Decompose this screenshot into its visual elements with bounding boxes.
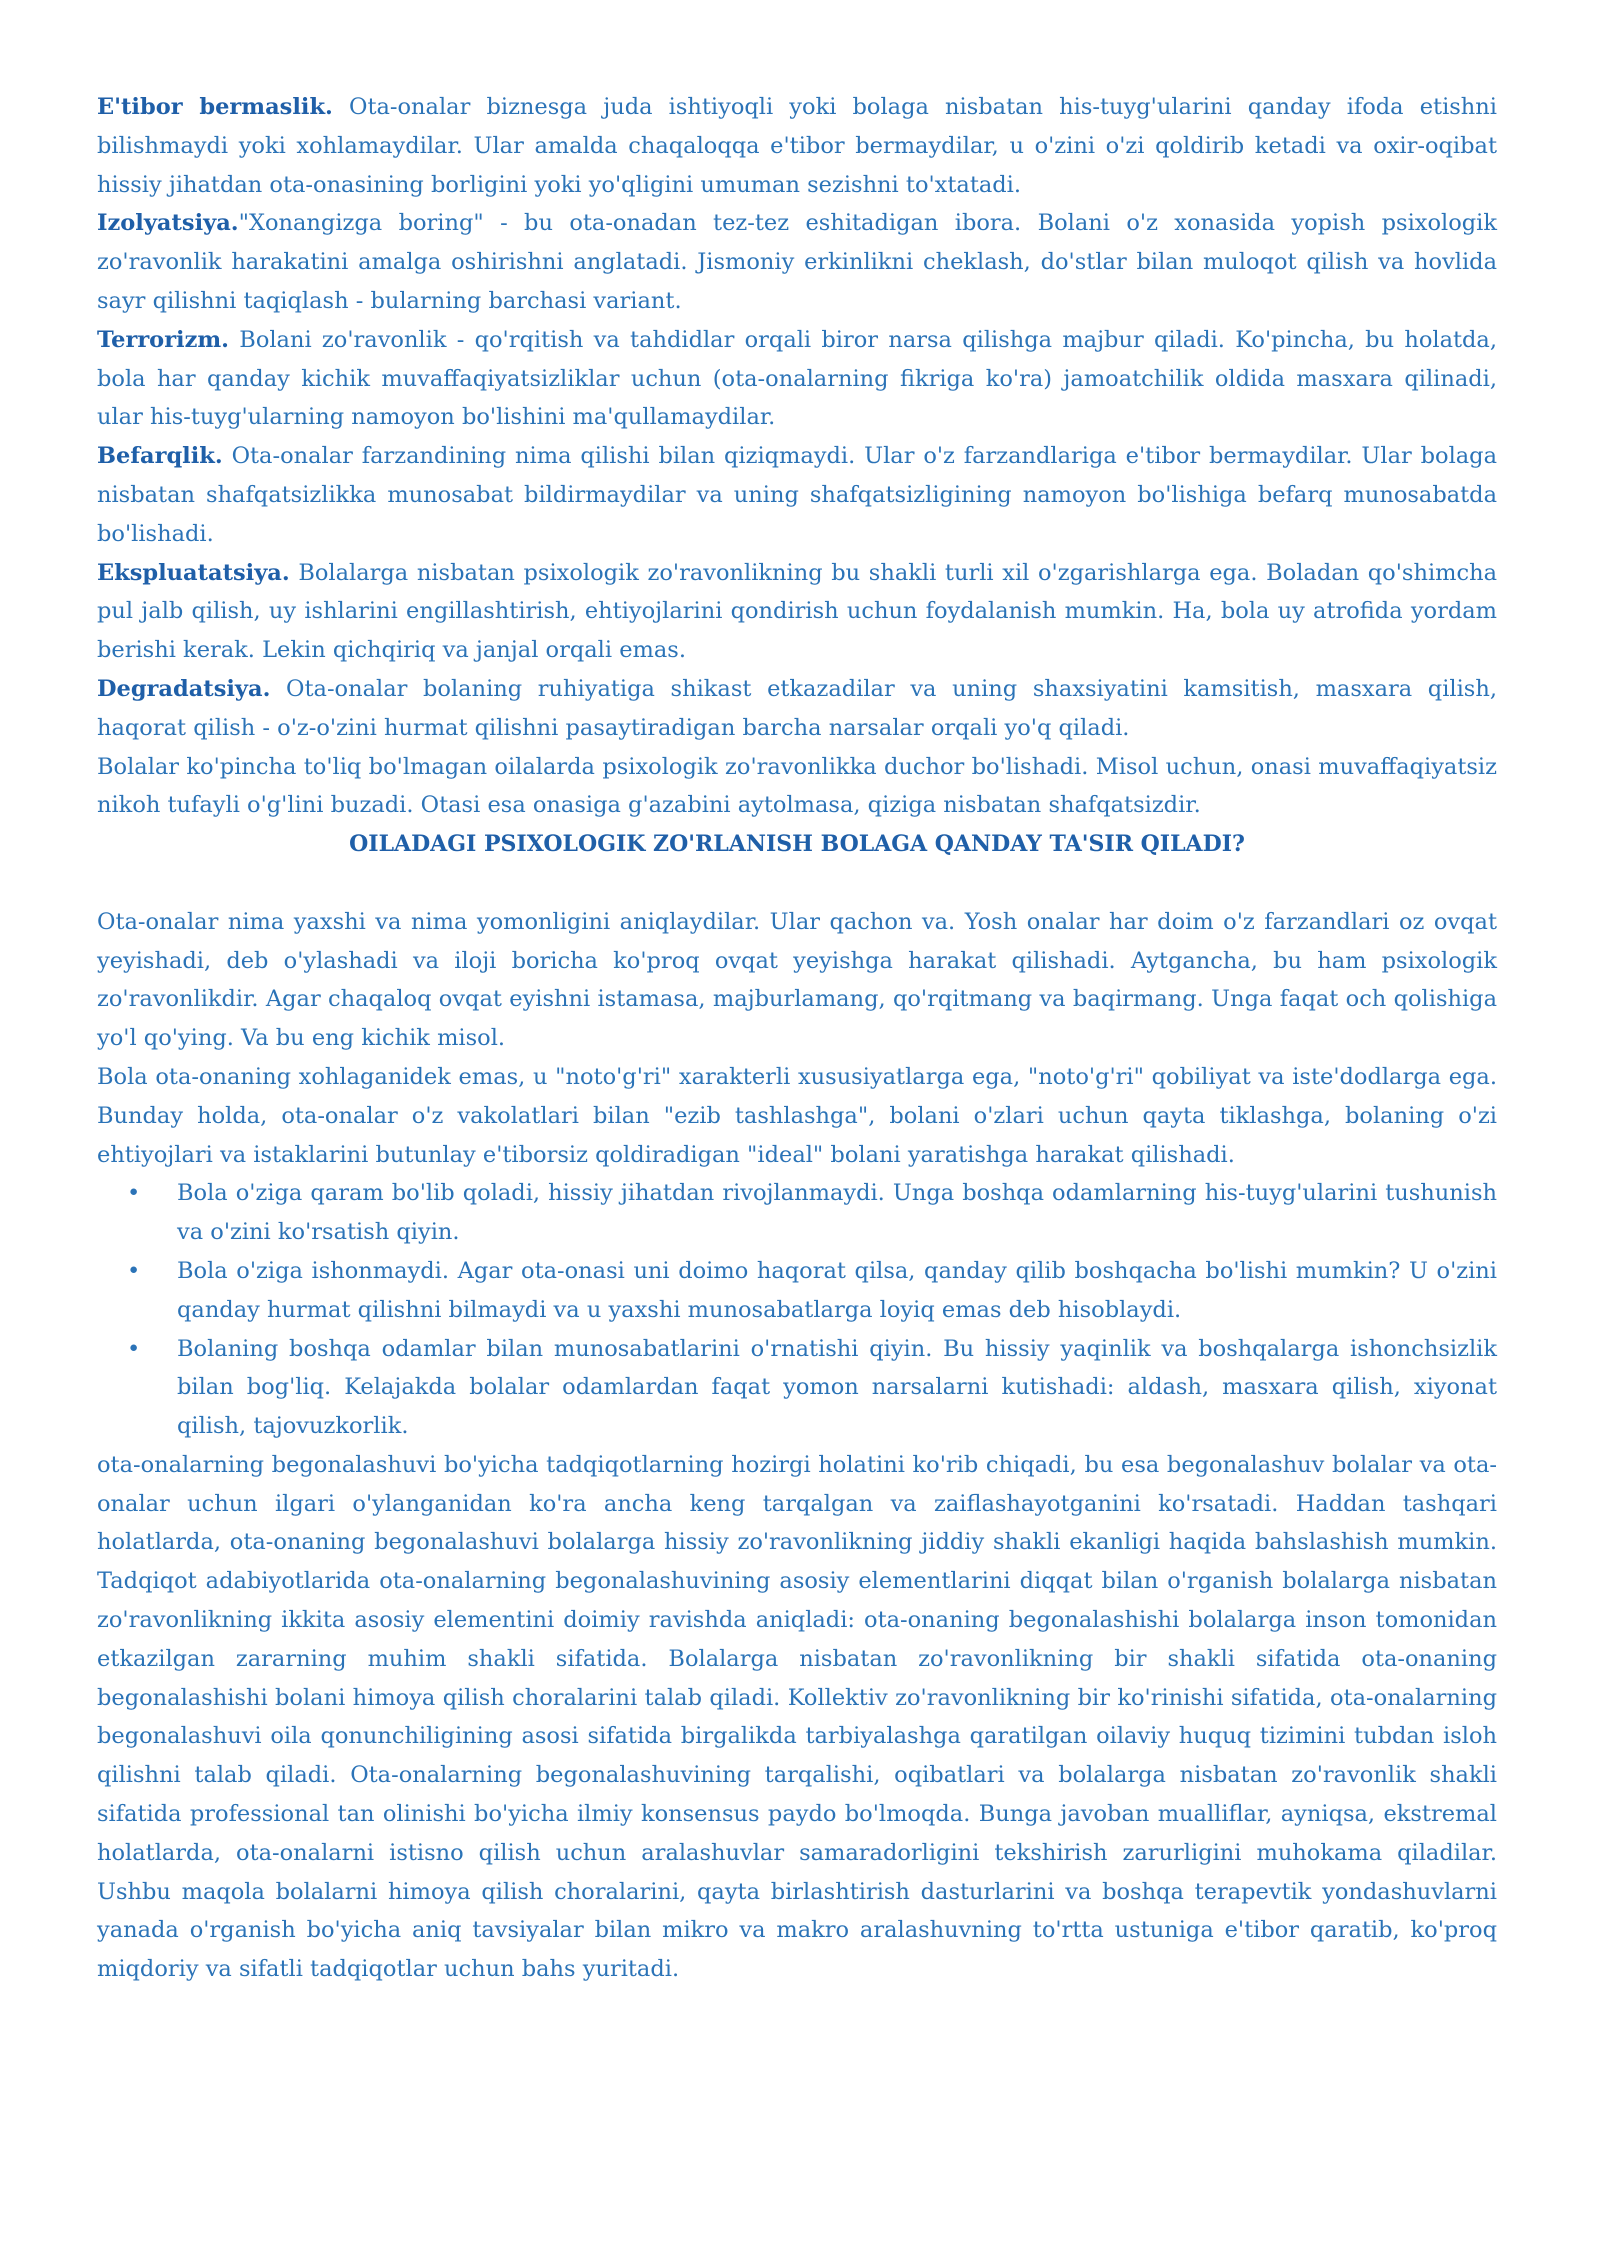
bullet-icon: •	[127, 1180, 141, 1207]
term-label: Befarqlik.	[97, 443, 223, 470]
definition-indifference	[97, 437, 1497, 553]
definition-text: "Xonangizga boring" - bu ota-onadan tez-tez eshitadigan ibora. Bolani o'z xonasida yopish psixologik zo'ravonlik harakatini amalga oshirishni anglatadi. Jismoniy erkinlikni cheklash, do'stlar bilan muloqot qilish va hovlida sayr qilishni taqiqlash - bularning barchasi variant.	[97, 210, 1497, 314]
definition-text: Ota-onalar farzandining nima qilishi bilan qiziqmaydi. Ular o'z farzandlariga e'tibor bermaydilar. Ular bolaga nisbatan shafqatsizlikka munosabat bildirmaydilar va uning shafqatsizligining namoyon bo'lishiga befarq munosabatda bo'lishadi.	[97, 443, 1497, 547]
term-label: Ekspluatatsiya.	[97, 559, 290, 586]
term-label: Terrorizm.	[97, 326, 230, 353]
definition-text: Ota-onalar bolaning ruhiyatiga shikast etkazadilar va uning shaxsiyatini kamsitish, masxara qilish, haqorat qilish - o'z-o'zini hurmat qilishni pasaytiradigan barcha narsalar orqali yo'q qiladi.	[97, 675, 1497, 741]
definition-text: Ota-onalar biznesga juda ishtiyoqli yoki bolaga nisbatan his-tuyg'ularini qanday ifoda etishni bilishmaydi yoki xohlamaydilar. Ular amalda chaqaloqqa e'tibor bermaydilar, u o'zini o'zi qoldirib ketadi va oxir-oqibat hissiy jihatdan ota-onasining borligini yoki yo'qligini umuman sezishni to'xtatadi.	[97, 94, 1497, 198]
list-item-text: Bolaning boshqa odamlar bilan munosabatlarini o'rnatishi qiyin. Bu hissiy yaqinlik va boshqalarga ishonchsizlik bilan bog'liq. Kelajakda bolalar odamlardan faqat yomon narsalarni kutishadi: aldash, masxara qilish, xiyonat qilish, tajovuzkorlik.	[177, 1335, 1497, 1440]
paragraph-ideal-child: Bola ota-onaning xohlaganidek emas, u "noto'g'ri" xarakterli xususiyatlarga ega, "noto'g'ri" qobiliyat va iste'dodlarga ega. Bunday holda, ota-onalar o'z vakolatlari bilan "ezib tashlashga", bolani o'zlari uchun qayta tiklashga, bolaning o'zi ehtiyojlari va istaklarini butunlay e'tiborsiz qoldiradigan "ideal" bolani yaratishga harakat qilishadi.	[97, 1063, 1497, 1168]
definition-text: Bolalarga nisbatan psixologik zo'ravonlikning bu shakli turli xil o'zgarishlarga ega. Boladan qo'shimcha pul jalb qilish, uy ishlarini engillashtirish, ehtiyojlarini qondirish uchun foydalanish mumkin. Ha, bola uy atrofida yordam berishi kerak. Lekin qichqiriq va janjal orqali emas.	[97, 559, 1497, 664]
term-label: E'tibor bermaslik.	[97, 94, 333, 120]
section-heading: OILADAGI PSIXOLOGIK ZO'RLANISH BOLAGA QANDAY TA'SIR QILADI?	[349, 831, 1245, 858]
term-label: Degradatsiya.	[97, 675, 271, 702]
spacer	[97, 864, 1497, 903]
list-item-text: Bola o'ziga ishonmaydi. Agar ota-onasi uni doimo haqorat qilsa, qanday qilib boshqacha bo'lishi mumkin? U o'zini qanday hurmat qilishni bilmaydi va u yaxshi munosabatlarga loyiq emas deb hisoblaydi.	[177, 1257, 1497, 1323]
term-label: Izolyatsiya.	[97, 210, 239, 237]
document-page	[97, 88, 1497, 1989]
list-item	[97, 1330, 1497, 1446]
definition-degradation	[97, 670, 1497, 748]
definition-terrorizing	[97, 321, 1497, 437]
definition-isolation	[97, 204, 1497, 320]
list-item	[97, 1174, 1497, 1252]
bullet-icon: •	[127, 1335, 141, 1362]
list-item	[97, 1252, 1497, 1330]
list-item-text: Bola o'ziga qaram bo'lib qoladi, hissiy jihatdan rivojlanmaydi. Unga boshqa odamlarning his-tuyg'ularini tushunish va o'zini ko'rsatish qiyin.	[177, 1180, 1497, 1246]
effects-list	[97, 1174, 1497, 1446]
paragraph-feeding: Ota-onalar nima yaxshi va nima yomonligini aniqlaydilar. Ular qachon va. Yosh onalar har doim o'z farzandlari oz ovqat yeyishadi, deb o'ylashadi va iloji boricha ko'proq ovqat yeyishga harakat qilishadi. Aytgancha, bu ham psixologik zo'ravonlikdir. Agar chaqaloq ovqat eyishni istamasa, majburlamang, qo'rqitmang va baqirmang. Unga faqat och qolishiga yo'l qo'ying. Va bu eng kichik misol.	[97, 908, 1497, 1052]
bullet-icon: •	[127, 1257, 141, 1284]
paragraph-incomplete-families: Bolalar ko'pincha to'liq bo'lmagan oilalarda psixologik zo'ravonlikka duchor bo'lishadi. Misol uchun, onasi muvaffaqiyatsiz nikoh tufayli o'g'lini buzadi. Otasi esa onasiga g'azabini aytolmasa, qiziga nisbatan shafqatsizdir.	[97, 753, 1497, 819]
paragraph-parental-alienation: ota-onalarning begonalashuvi bo'yicha tadqiqotlarning hozirgi holatini ko'rib chiqadi, bu esa begonalashuv bolalar va ota-onalar uchun ilgari o'ylanganidan ko'ra ancha keng tarqalgan va zaiflashayotganini ko'rsatadi. Haddan tashqari holatlarda, ota-onaning begonalashuvi bolalarga hissiy zo'ravonlikning jiddiy shakli ekanligi haqida bahslashish mumkin. Tadqiqot adabiyotlarida ota-onalarning begonalashuvining asosiy elementlarini diqqat bilan o'rganish bolalarga nisbatan zo'ravonlikning ikkita asosiy elementini doimiy ravishda aniqladi: ota-onaning begonalashishi bolalarga inson tomonidan etkazilgan zararning muhim shakli sifatida. Bolalarga nisbatan zo'ravonlikning bir shakli sifatida ota-onaning begonalashishi bolani himoya qilish choralarini talab qiladi. Kollektiv zo'ravonlikning bir ko'rinishi sifatida, ota-onalarning begonalashuvi oila qonunchiligining asosi sifatida birgalikda tarbiyalashga qaratilgan oilaviy huquq tizimini tubdan isloh qilishni talab qiladi. Ota-onalarning begonalashuvining tarqalishi, oqibatlari va bolalarga nisbatan zo'ravonlik shakli sifatida professional tan olinishi bo'yicha ilmiy konsensus paydo bo'lmoqda. Bunga javoban mualliflar, ayniqsa, ekstremal holatlarda, ota-onalarni istisno qilish uchun aralashuvlar samaradorligini tekshirish zarurligini muhokama qiladilar. Ushbu maqola bolalarni himoya qilish choralarini, qayta birlashtirish dasturlarini va boshqa terapevtik yondashuvlarni yanada o'rganish bo'yicha aniq tavsiyalar bilan mikro va makro aralashuvning to'rtta ustuniga e'tibor qaratib, ko'proq miqdoriy va sifatli tadqiqotlar uchun bahs yuritadi.	[97, 1451, 1497, 1983]
definition-exploitation	[97, 554, 1497, 670]
definition-neglect	[97, 88, 1497, 204]
definition-text: Bolani zo'ravonlik - qo'rqitish va tahdidlar orqali biror narsa qilishga majbur qiladi. Ko'pincha, bu holatda, bola har qanday kichik muvaffaqiyatsizliklar uchun (ota-onalarning fikriga ko'ra) jamoatchilik oldida masxara qilinadi, ular his-tuyg'ularning namoyon bo'lishini ma'qullamaydilar.	[97, 326, 1497, 431]
